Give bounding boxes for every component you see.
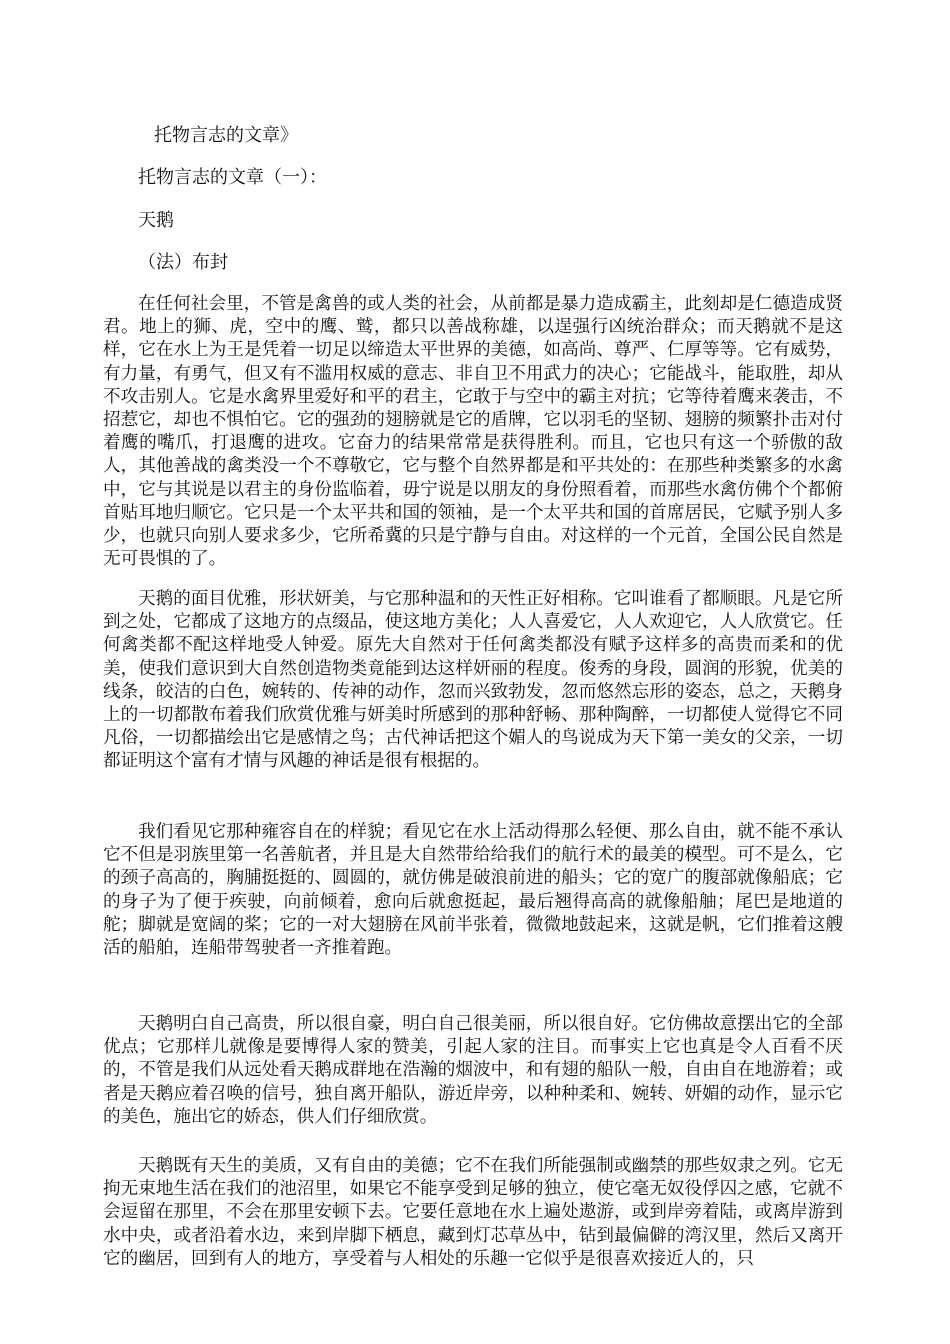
paragraph-1: 在任何社会里，不管是禽兽的或人类的社会，从前都是暴力造成霸主，此刻却是仁德造成贤君。地上的狮、虎，空中的鹰、鹫，都只以善战称雄，以逞强行凶统治群众；而天鹅就不是这样，它在水上为王是凭着一切足以缔造太平世界的美德，如高尚、尊严、仁厚等等。它有威势，有力量，有勇气，但又有不滥用权威的意志、非自卫不用武力的决心；它能战斗，能取胜，却从不攻击别人。它是水禽界里爱好和平的君主，它敢于与空中的霸主对抗；它等待着鹰来袭击，不招惹它，却也不惧怕它。它的强劲的翅膀就是它的盾牌，它以羽毛的坚韧、翅膀的频繁扑击对付着鹰的嘴爪，打退鹰的进攻。它奋力的结果常常是获得胜利。而且，它也只有这一个骄傲的敌人，其他善战的禽类没一个不尊敬它，它与整个自然界都是和平共处的：在那些种类繁多的水禽中，它与其说是以君主的身份监临着，毋宁说是以朋友的身份照看着，而那些水禽仿佛个个都俯首贴耳地归顺它。它只是一个太平共和国的领袖，是一个太平共和国的首席居民，它赋予别人多少，也就只向别人要求多少，它所希冀的只是宁静与自由。对这样的一个元首，全国公民自然是无可畏惧的了。 (103, 294, 843, 570)
paragraph-5: 天鹅既有天生的美质，又有自由的美德；它不在我们所能强制或幽禁的那些奴隶之列。它无拘无束地生活在我们的池沼里，如果它不能享受到足够的独立，使它毫无奴役俘囚之感，它就不会逗留在那里，不会在那里安顿下去。它要任意地在水上遍处遨游，或到岸旁着陆，或离岸游到水中央，或者沿着水边，来到岸脚下栖息，藏到灯芯草丛中，钻到最偏僻的湾汉里，然后又离开它的幽居，回到有人的地方，享受着与人相处的乐趣一它似乎是很喜欢接近人的，只 (103, 1156, 843, 1269)
article-title: 天鹅 (138, 210, 174, 231)
paragraph-2: 天鹅的面目优雅，形状妍美，与它那种温和的天性正好相称。它叫谁看了都顺眼。凡是它所到之处，它都成了这地方的点缀品，使这地方美化；人人喜爱它，人人欢迎它，人人欣赏它。任何禽类都不配这样地受人钟爱。原先大自然对于任何禽类都没有赋予这样多的高贵而柔和的优美，使我们意识到大自然创造物类竟能到达这样妍丽的程度。俊秀的身段，圆润的形貌，优美的线条，皎洁的白色，婉转的、传神的动作，忽而兴致勃发，忽而悠然忘形的姿态，总之，天鹅身上的一切都散布着我们欣赏优雅与妍美时所感到的那种舒畅、那种陶醉，一切都使人觉得它不同凡俗，一切都描绘出它是感情之鸟；古代神话把这个媚人的鸟说成为天下第一美女的父亲，一切都证明这个富有才情与风趣的神话是很有根据的。 (103, 589, 843, 772)
section-heading: 托物言志的文章（一）： (138, 167, 327, 188)
article-author: （法）布封 (138, 252, 228, 273)
paragraph-4: 天鹅明白自己高贵，所以很自豪，明白自己很美丽，所以很自好。它仿佛故意摆出它的全部优点；它那样儿就像是要博得人家的赞美，引起人家的注目。而事实上它也真是令人百看不厌的，不管是我们从远处看天鹅成群地在浩瀚的烟波中，和有翅的船队一般，自由自在地游着；或者是天鹅应着召唤的信号，独自离开船队，游近岸旁，以种种柔和、婉转、妍媚的动作，显示它的美色，施出它的娇态，供人们仔细欣赏。 (103, 1014, 843, 1127)
paragraph-3: 我们看见它那种雍容自在的样貌；看见它在水上活动得那么轻便、那么自由，就不能不承认它不但是羽族里第一名善航者，并且是大自然带给给我们的航行术的最美的模型。可不是么，它的颈子高高的，胸脯挺挺的、圆圆的，就仿佛是破浪前进的船头；它的宽广的腹部就像船底；它的身子为了便于疾驶，向前倾着，愈向后就愈挺起，最后翘得高高的就像船舳；尾巴是地道的舵；脚就是宽阔的桨；它的一对大翅膀在风前半张着，微微地鼓起来，这就是帆，它们推着这艘活的船舶，连船带驾驶者一齐推着跑。 (103, 822, 843, 959)
document-title: 托物言志的文章》 (154, 125, 298, 146)
